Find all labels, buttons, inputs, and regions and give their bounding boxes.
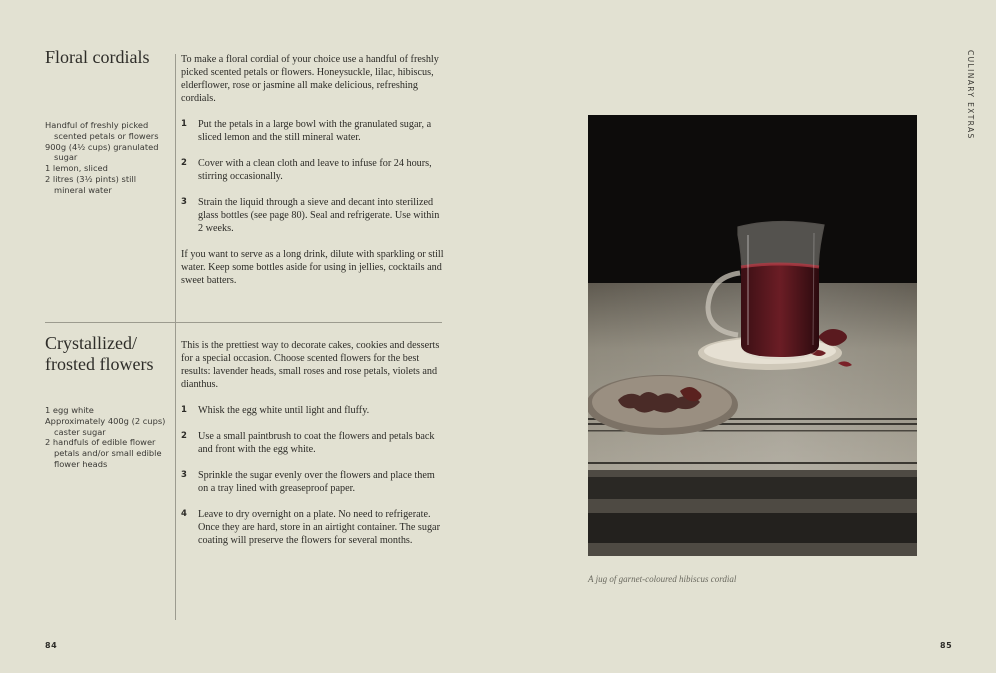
ingredient-item: 900g (4½ cups) granulated sugar	[45, 141, 159, 163]
step-text: Put the petals in a large bowl with the granulated sugar, a sliced lemon and the still mineral water.	[198, 119, 432, 143]
page-number-right: 85	[940, 641, 953, 650]
intro-text-crystallized-flowers: This is the prettiest way to decorate cakes, cookies and desserts for a special occasion. Choose scented flowers for the best results: lavender heads, small roses and rose petals, violets and dianthus.	[181, 340, 440, 390]
step-text: Use a small paintbrush to coat the flowers and petals back and front with the egg white.	[198, 431, 435, 455]
method-step	[181, 404, 446, 417]
ingredient-item: 1 lemon, sliced	[45, 163, 108, 174]
section-divider	[45, 322, 442, 323]
method-steps-floral-cordials	[181, 118, 446, 235]
method-step	[181, 508, 446, 547]
step-text: Leave to dry overnight on a plate. No need to refrigerate. Once they are hard, store in an airtight container. The sugar coating will preserve the flowers for several months.	[198, 509, 440, 546]
ingredients-list-floral-cordials	[45, 120, 163, 196]
method-step	[181, 118, 446, 144]
step-text: Strain the liquid through a sieve and decant into sterilized glass bottles (see page 80). Seal and refrigerate. Use within 2 weeks.	[198, 197, 440, 234]
method-step	[181, 430, 446, 456]
method-step	[181, 196, 446, 235]
method-steps-crystallized-flowers	[181, 404, 446, 547]
running-head: CULINARY EXTRAS	[966, 50, 975, 140]
step-text: Cover with a clean cloth and leave to infuse for 24 hours, stirring occasionally.	[198, 158, 432, 182]
step-text: Sprinkle the sugar evenly over the flowers and place them on a tray lined with greaseproof paper.	[198, 470, 435, 494]
ingredient-item: Approximately 400g (2 cups) caster sugar	[45, 415, 166, 437]
method-step	[181, 469, 446, 495]
outro-text-floral-cordials: If you want to serve as a long drink, dilute with sparkling or still water. Keep some bottles aside for using in jellies, cocktails and sweet batters.	[181, 249, 444, 286]
ingredient-item: 2 handfuls of edible flower petals and/or small edible flower heads	[45, 437, 162, 469]
photo-caption: A jug of garnet-coloured hibiscus cordial	[588, 574, 737, 584]
ingredients-list-crystallized-flowers	[45, 405, 167, 470]
section-title-crystallized-flowers: Crystallized/ frosted flowers	[45, 333, 154, 374]
method-step	[181, 157, 446, 183]
step-number: 2	[181, 431, 187, 441]
step-number: 2	[181, 158, 187, 168]
section-title-floral-cordials: Floral cordials	[45, 47, 150, 67]
column-divider	[175, 54, 176, 620]
hibiscus-cordial-photo	[588, 115, 917, 556]
photo-illustration	[588, 115, 917, 556]
ingredient-item: Handful of freshly picked scented petals or flowers	[45, 120, 159, 141]
step-number: 4	[181, 509, 187, 519]
ingredient-item: 2 litres (3½ pints) still mineral water	[45, 173, 137, 195]
step-number: 1	[181, 405, 187, 415]
step-number: 3	[181, 197, 187, 207]
ingredient-item: 1 egg white	[45, 405, 94, 415]
step-number: 3	[181, 470, 187, 480]
step-text: Whisk the egg white until light and fluffy.	[198, 405, 370, 416]
page-number-left: 84	[45, 641, 58, 650]
step-number: 1	[181, 119, 187, 129]
intro-text-floral-cordials: To make a floral cordial of your choice use a handful of freshly picked scented petals or flowers. Honeysuckle, lilac, hibiscus, elderflower, rose or jasmine all make delicious, refreshing cordials.	[181, 54, 439, 104]
